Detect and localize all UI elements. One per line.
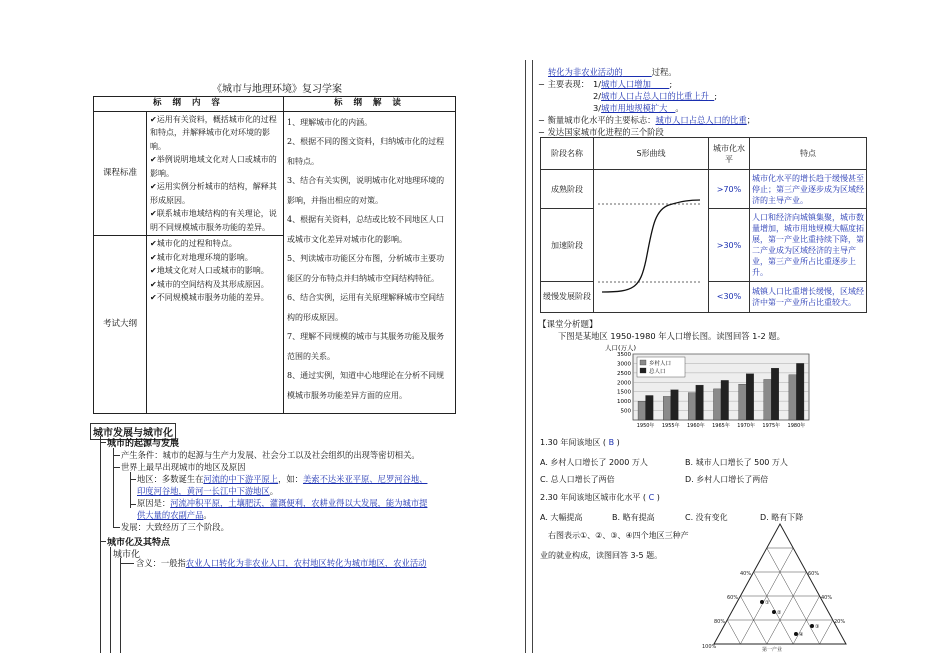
bar-total [746, 374, 754, 420]
stage-header: 阶段名称 [541, 138, 594, 170]
outline-earliest: 世界上最早出现城市的地区及原因 [121, 462, 246, 472]
stage-header: S形曲线 [594, 138, 709, 170]
row-label-standard: 课程标准 [94, 111, 147, 236]
tick-label: 40% [740, 571, 752, 577]
svg-text:③: ③ [815, 624, 820, 630]
main-item-3: 3/城市用地规模扩大 。 [593, 103, 684, 113]
stage-feature: 人口和经济向城镇集聚，城市数量增加，城市用地规模大幅度拓展，第一产业比重持续下降，第二产业成为区域经济的主导产业，第三产业所占比重逐步上升。 [750, 209, 867, 282]
page-divider [525, 60, 526, 653]
x-tick-label: 1950年 [636, 423, 655, 429]
check-item: ✔联系城市地域结构的有关理论，说明不同规模城市服务功能的差异。 [150, 209, 277, 232]
main-label: − 主要表现： [538, 79, 590, 89]
stage-header: 特点 [750, 138, 867, 170]
bar-total [696, 385, 704, 420]
region-point-4 [794, 632, 798, 636]
tick-label: 40% [821, 595, 833, 601]
y-tick-label: 1500 [617, 389, 631, 396]
outline-reason: 原因是：河流冲积平原，土壤肥沃，灌溉便利，农耕业得以大发展，能为城市提 [137, 498, 428, 508]
interp-item: 5、判读城市功能区分布图，分析城市主要功能区的分布特点并归纳城市空间结构特征。 [287, 254, 445, 283]
main-item-1: 1/城市人口增加 ; [593, 79, 673, 89]
outline-reason-cont: 供大量的农副产品。 [137, 510, 212, 520]
bar-rural [764, 379, 772, 420]
bar-rural [638, 401, 646, 420]
bar-rural [789, 375, 797, 420]
population-chart [605, 342, 815, 430]
outline-region-cont: 印度河谷地，黄河一长江中下游地区。 [137, 486, 279, 496]
outline-urb: 城市化 [113, 550, 141, 560]
s-curve-cell [594, 170, 709, 313]
chart-intro: 下图是某地区 1950-1980 年人口增长图。读图回答 1-2 题。 [558, 331, 785, 341]
tick-label: 60% [808, 571, 820, 577]
bar-total [796, 363, 804, 420]
region-point-2 [772, 610, 776, 614]
stage-pct: >70% [709, 170, 750, 209]
bar-total [771, 368, 779, 420]
svg-text:①: ① [765, 600, 770, 606]
x-tick-label: 1960年 [686, 423, 705, 429]
outline-h2-origin[interactable]: 城市的起源与发展 [107, 439, 180, 449]
y-tick-label: 3500 [617, 352, 631, 358]
y-tick-label: 1000 [617, 399, 631, 406]
q1-opt-b[interactable]: B. 城市人口增长了 500 万人 [685, 458, 788, 467]
check-item: ✔运用有关资料，概括城市化的过程和特点，并解释城市化对环境的影响。 [150, 114, 277, 151]
doc-title: 《城市与地理环境》复习学案 [212, 84, 342, 95]
def-continued: 转化为非农业活动的 过程。 [548, 67, 677, 77]
stage-header: 城市化水平 [709, 138, 750, 170]
s-curve-line [602, 200, 700, 292]
check-item: ✔不同规模城市服务功能的差异。 [150, 293, 269, 302]
check-item: ✔城市化的过程和特点。 [150, 239, 237, 248]
legend-label: 总人口 [649, 369, 666, 375]
interp-item: 4、根据有关资料，总结或比较不同地区人口或城市文化差异对城市化的影响。 [287, 215, 445, 244]
standard-items [147, 111, 284, 236]
svg-text:②: ② [777, 610, 782, 616]
outline-condition: 产生条件：城市的起源与生产力发展、社会分工以及社会组织的出现等密切相关。 [121, 450, 420, 460]
legend-swatch [640, 360, 646, 365]
interp-item: 1、理解城市化的内涵。 [287, 117, 373, 127]
outline-h2-urbanization[interactable]: 城市化及其特点 [107, 538, 171, 548]
region-point-1 [760, 600, 764, 604]
check-item: ✔城市化对地理环境的影响。 [150, 252, 253, 262]
legend-label: 乡村人口 [649, 361, 672, 367]
y-tick-label: 2000 [617, 380, 631, 387]
bar-rural [663, 396, 671, 420]
bar-total [671, 390, 679, 420]
check-item: ✔举例说明地域文化对人口或城市的影响。 [150, 155, 277, 178]
syllabus-table [93, 96, 456, 414]
stage-name: 缓慢发展阶段 [541, 281, 594, 312]
stages-table [540, 137, 867, 313]
row-label-exam: 考试大纲 [94, 236, 147, 414]
stage-name: 加速阶段 [541, 209, 594, 282]
bar-total [721, 380, 729, 420]
outline-develop: 发展：大致经历了三个阶段。 [121, 522, 229, 532]
bar-rural [739, 384, 747, 420]
tick-label: 60% [727, 595, 739, 601]
interp-item: 2、根据不同的图文资料，归纳城市化的过程和特点。 [287, 137, 445, 166]
interp-item: 8、通过实例，知道中心地理论在分析不同规模城市服务功能差异方面的应用。 [287, 371, 445, 400]
region-point-3 [810, 624, 814, 628]
triangle-chart [700, 520, 860, 653]
tick-label: 20% [834, 619, 846, 625]
q1-opt-a[interactable]: A. 乡村人口增长了 2000 万人 [540, 458, 648, 467]
triangle-intro-1: 右图表示①、②、③、④四个地区三种产 [548, 531, 689, 540]
svg-text:④: ④ [799, 632, 804, 638]
outline-h1[interactable]: 城市发展与城市化 [90, 423, 176, 440]
x-tick-label: 1955年 [661, 423, 680, 429]
question-2: 2.30 年间该地区城市化水平 ( C ) [540, 493, 660, 502]
stage-pct: >30% [709, 209, 750, 282]
x-tick-label: 1965年 [712, 423, 730, 429]
stage-pct: <30% [709, 281, 750, 312]
q1-opt-c[interactable]: C. 总人口增长了两倍 [540, 475, 615, 484]
stage-feature: 城镇人口比重增长缓慢，区域经济中第一产业所占比重较大。 [750, 281, 867, 312]
bar-total [646, 395, 654, 420]
question-1: 1.30 年间该地区 ( B ) [540, 438, 620, 447]
check-item: ✔城市的空间结构及其形成原因。 [150, 279, 269, 289]
bar-rural [688, 393, 696, 420]
y-tick-label: 3000 [617, 361, 631, 368]
interp-item: 6、结合实例，运用有关原理解释城市空间结构的形成原因。 [287, 293, 445, 322]
stage-feature: 城市化水平的增长趋于缓慢甚至停止；第三产业逐步成为区域经济的主导产业。 [750, 170, 867, 209]
tick-label: 80% [714, 619, 726, 625]
axis-label: 第一产业 [762, 647, 783, 653]
check-item: ✔运用实例分析城市的结构，解释其形成原因。 [150, 182, 277, 205]
stage-name: 成熟阶段 [541, 170, 594, 209]
x-tick-label: 1975年 [762, 423, 781, 429]
q2-opt-b[interactable]: B. 略有提高 [612, 513, 655, 522]
interp-item: 7、理解不同规模的城市与其服务功能及服务范围的关系。 [287, 332, 445, 361]
triangle-intro-2: 业的就业构成，读图回答 3-5 题。 [540, 551, 663, 560]
interpretation-list [284, 111, 456, 414]
y-tick-label: 2500 [617, 370, 631, 377]
tick-label: 100% [702, 644, 717, 650]
header-interpretation: 标 纲 解 读 [284, 97, 456, 112]
y-tick-label: 500 [620, 408, 631, 415]
y-axis-label: 人口(万人) [605, 344, 637, 352]
s-curve-chart [594, 170, 704, 310]
outline-region: 地区：多数诞生在河流的中下游平原上，如：美索不达米亚平原、尼罗河谷地、 [137, 474, 428, 484]
class-title: 【课堂分析题】 [538, 320, 598, 330]
x-tick-label: 1970年 [737, 423, 756, 429]
q2-opt-c[interactable]: C. 没有变化 [685, 513, 728, 522]
exam-items [147, 236, 284, 414]
page-divider [532, 60, 533, 653]
q2-opt-d[interactable]: D. 略有下降 [760, 513, 804, 522]
legend-swatch [640, 368, 646, 373]
measure: − 衡量城市化水平的主要标志：城市人口占总人口的比重； [538, 115, 756, 125]
q1-opt-d[interactable]: D. 乡村人口增长了两倍 [685, 475, 769, 484]
x-tick-label: 1980年 [787, 423, 806, 429]
q2-opt-a[interactable]: A. 大幅提高 [540, 513, 583, 522]
main-item-2: 2/城市人口占总人口的比重上升 ; [593, 91, 718, 101]
check-item: ✔地域文化对人口或城市的影响。 [150, 266, 269, 275]
interp-item: 3、结合有关实例，说明城市化对地理环境的影响，并指出相应的对策。 [287, 176, 445, 205]
bar-rural [713, 389, 721, 420]
header-content: 标 纲 内 容 [94, 97, 284, 112]
outline-definition: 含义：一般指农业人口转化为非农业人口，农村地区转化为城市地区，农业活动 [136, 558, 427, 568]
stages-title: − 发达国家城市化进程的三个阶段 [538, 127, 664, 137]
